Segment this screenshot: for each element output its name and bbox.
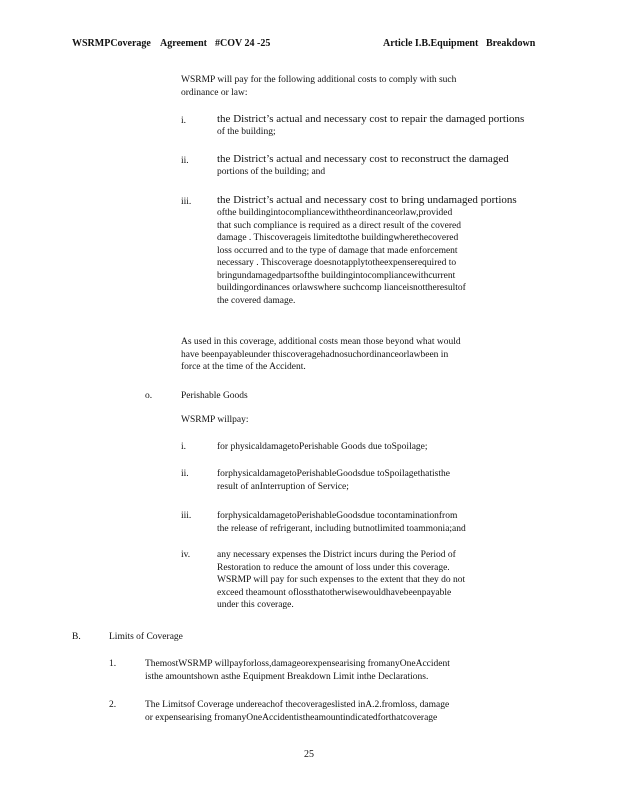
intro-paragraph bbox=[181, 74, 456, 99]
item-lead: the District’s actual and necessary cost to bring undamaged portions bbox=[217, 194, 517, 206]
text-line: under this coverage. bbox=[217, 600, 294, 610]
item-lead: the District’s actual and necessary cost to reconstruct the damaged bbox=[217, 153, 509, 165]
text-line: ofthe buildingintocompliancewiththeordinanceorlaw,provided bbox=[217, 208, 453, 218]
text-line: result of anInterruption of Service; bbox=[217, 481, 349, 492]
header-agreement: Agreement bbox=[160, 38, 208, 49]
text-line: forphysicaldamagetoPerishableGoodsdue tocontaminationfrom bbox=[217, 511, 458, 521]
text-line: the release of refrigerant, including butnotlimited toammonia;and bbox=[217, 523, 466, 534]
text-line: As used in this coverage, additional costs mean those beyond what would bbox=[181, 337, 461, 347]
item-number: iii. bbox=[181, 511, 192, 521]
item-number: i. bbox=[181, 116, 187, 126]
text-line: the covered damage. bbox=[217, 295, 296, 306]
ordinance-item-3 bbox=[217, 194, 517, 307]
section-title: Limits of Coverage bbox=[109, 632, 183, 642]
perishable-item-1 bbox=[217, 441, 428, 454]
text-line: of the building; bbox=[217, 127, 276, 137]
section-intro: WSRMP willpay: bbox=[181, 415, 249, 425]
text-line: or expensearising fromanyOneAccidentistheamountindicatedforthatcoverage bbox=[145, 712, 438, 723]
item-number: iii. bbox=[181, 197, 192, 207]
header-breakdown: Breakdown bbox=[486, 38, 536, 49]
perishable-item-2 bbox=[217, 468, 450, 493]
header-number: #COV 24 -25 bbox=[215, 38, 271, 49]
text-line: isthe amountshown asthe Equipment Breakdown Limit inthe Declarations. bbox=[145, 671, 429, 682]
text-line: necessary . Thiscoverage doesnotapplytotheexpenserequired to bbox=[217, 258, 457, 268]
text-line: buildingordinances orlawswhere suchcomp lianceisnottheresultof bbox=[217, 283, 466, 293]
limits-item-1 bbox=[145, 658, 450, 683]
text-line: any necessary expenses the District incurs during the Period of bbox=[217, 550, 456, 560]
text-line: forphysicaldamagetoPerishableGoodsdue toSpoilagethatisthe bbox=[217, 469, 450, 479]
text-line: Restoration to reduce the amount of loss under this coverage. bbox=[217, 562, 450, 573]
text-line: The Limitsof Coverage undereachof thecoverageslisted inA.2.fromloss, damage bbox=[145, 700, 450, 710]
item-number: i. bbox=[181, 442, 187, 452]
text-line: WSRMP will pay for such expenses to the extent that they do not bbox=[217, 575, 466, 585]
item-number: iv. bbox=[181, 550, 191, 560]
ordinance-item-2 bbox=[217, 153, 509, 179]
section-title: Perishable Goods bbox=[181, 391, 248, 401]
page-number: 25 bbox=[304, 749, 314, 760]
section-letter: B. bbox=[72, 632, 81, 642]
text-line: bringundamagedpartsofthe buildingintocompliancewithcurrent bbox=[217, 270, 456, 281]
item-number: 2. bbox=[109, 700, 117, 710]
text-line: that such compliance is required as a direct result of the covered bbox=[217, 220, 461, 231]
text-line: exceed theamount oflossthatotherwisewouldhavebeenpayable bbox=[217, 587, 452, 598]
text-line: WSRMP will pay for the following additional costs to comply with such bbox=[181, 75, 457, 85]
text-line: damage . Thiscoverageis limitedtothe buildingwherethecovered bbox=[217, 233, 459, 243]
text-line: have beenpayableunder thiscoveragehadnosuchordinanceorlawbeen in bbox=[181, 349, 449, 360]
text-line: for physicaldamagetoPerishable Goods due toSpoilage; bbox=[217, 442, 428, 452]
text-line: force at the time of the Accident. bbox=[181, 362, 306, 372]
header-article: Article I.B.Equipment bbox=[383, 38, 479, 49]
item-number: ii. bbox=[181, 469, 189, 479]
perishable-item-4 bbox=[217, 549, 465, 612]
section-letter: o. bbox=[145, 391, 153, 401]
perishable-item-3 bbox=[217, 510, 466, 535]
ordinance-item-1 bbox=[217, 113, 524, 139]
text-line: loss occurred and to the type of damage that made enforcement bbox=[217, 245, 458, 256]
item-number: ii. bbox=[181, 156, 189, 166]
item-lead: the District’s actual and necessary cost to repair the damaged portions bbox=[217, 113, 525, 125]
text-line: ordinance or law: bbox=[181, 87, 248, 98]
text-line: ThemostWSRMP willpayforloss,damageorexpensearising fromanyOneAccident bbox=[145, 659, 450, 669]
item-number: 1. bbox=[109, 659, 117, 669]
as-used-paragraph bbox=[181, 336, 461, 374]
limits-item-2 bbox=[145, 699, 449, 724]
text-line: portions of the building; and bbox=[217, 167, 326, 177]
header-coverage: WSRMPCoverage bbox=[72, 38, 151, 49]
